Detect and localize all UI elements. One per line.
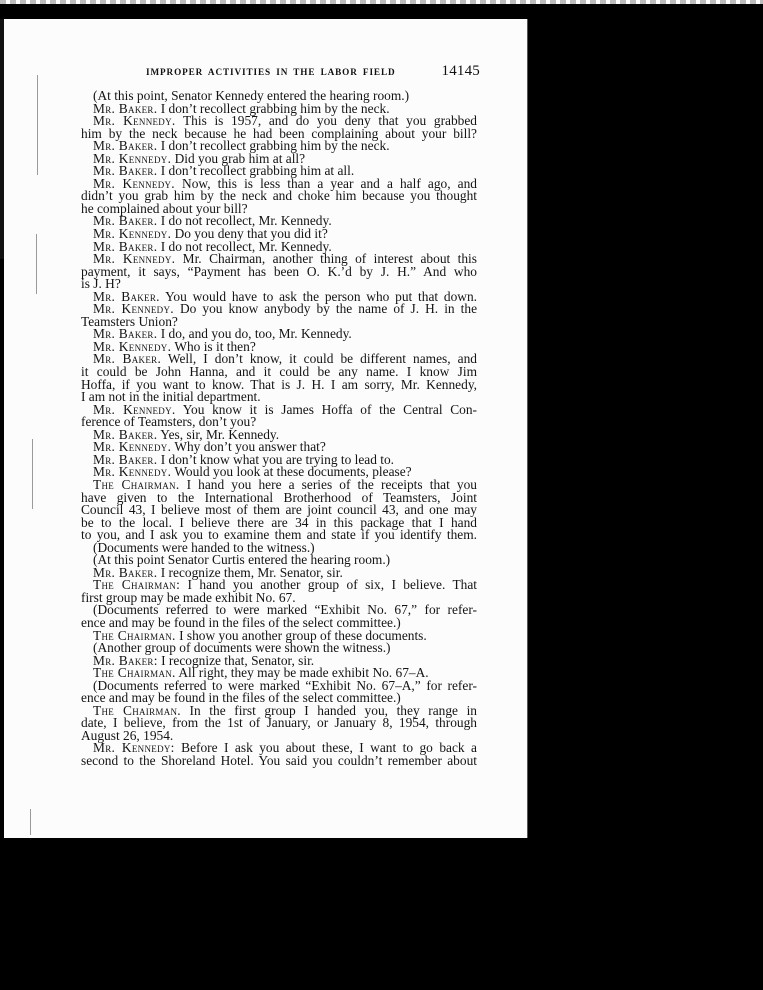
speaker-label: Mr. Baker. [93, 426, 158, 442]
line-text: Hoffa, if you want to know. That is J. H. I am sorry, Mr. Kennedy, [81, 376, 477, 392]
transcript-line [81, 752, 477, 768]
speaker-label: Mr. Kennedy. [93, 251, 176, 267]
line-text: (Documents were handed to the witness.) [93, 539, 315, 555]
line-text: I don’t recollect grabbing him by the neck. [157, 138, 390, 154]
line-text: Why don’t you answer that? [171, 439, 326, 455]
line-text: I hand you another group of six, I believe. That [180, 577, 478, 593]
speaker-label: Mr. Baker. [93, 451, 158, 467]
line-text: I do not recollect, Mr. Kennedy. [157, 238, 332, 254]
line-text: All right, they may be made exhibit No. 67–A. [175, 665, 429, 681]
line-text: payment, it says, “Payment has been O. K.’d by J. H.” And who [81, 263, 477, 279]
line-text: Before I ask you about these, I want to go back a [174, 740, 477, 756]
speaker-label: Mr. Baker. [93, 163, 158, 179]
line-text: it could be John Hanna, and it could be any name. I know Jim [81, 364, 477, 380]
speaker-label: Mr. Kennedy. [93, 301, 174, 317]
line-text: In the first group I handed you, they range in [180, 702, 477, 718]
line-text: ence and may be found in the files of the select committee.) [81, 690, 401, 706]
speaker-label: Mr. Baker. [93, 100, 158, 116]
running-head [146, 64, 480, 80]
speaker-label: Mr. Kennedy: [93, 740, 175, 756]
line-text: be to the local. I believe there are 34 in this package that I hand [81, 514, 477, 530]
speaker-label: Mr. Baker. [93, 351, 162, 367]
line-text: I don’t recollect grabbing him by the neck. [157, 100, 390, 116]
page-number: 14145 [441, 63, 480, 79]
line-text: Mr. Chairman, another thing of interest about this [175, 251, 477, 267]
line-text: have given to the International Brotherhood of Teamsters, Joint [81, 489, 477, 505]
line-text: ence and may be found in the files of the select committee.) [81, 614, 401, 630]
line-text: first group may be made exhibit No. 67. [81, 589, 296, 605]
line-text: I recognize that, Senator, sir. [157, 652, 315, 668]
margin-mark [37, 75, 38, 175]
speaker-label: Mr. Baker. [93, 564, 158, 580]
line-text: Council 43, I believe most of them are joint council 43, and one may [81, 502, 477, 518]
speaker-label: Mr. Kennedy. [93, 464, 172, 480]
line-text: I recognize them, Mr. Senator, sir. [157, 564, 343, 580]
line-text: second to the Shoreland Hotel. You said you couldn’t remember about [81, 752, 477, 768]
speaker-label: Mr. Kennedy. [93, 439, 172, 455]
running-title: IMPROPER ACTIVITIES IN THE LABOR FIELD [146, 67, 396, 77]
speaker-label: Mr. Kennedy. [93, 338, 172, 354]
line-text: I don’t recollect grabbing him at all. [157, 163, 355, 179]
line-text: ference of Teamsters, don’t you? [81, 414, 257, 430]
line-text: he complained about your bill? [81, 200, 248, 216]
line-text: Well, I don’t know, it could be different names, and [161, 351, 477, 367]
speaker-label: Mr. Kennedy. [93, 401, 176, 417]
speaker-label: Mr. Baker. [93, 288, 160, 304]
line-text: You would have to ask the person who put that down. [159, 288, 477, 304]
line-text: (Documents referred to were marked “Exhibit No. 67,” for refer- [93, 602, 477, 618]
speaker-label: Mr. Baker. [93, 238, 158, 254]
line-text: Teamsters Union? [81, 313, 178, 329]
speaker-label: Mr. Baker. [93, 326, 158, 342]
speaker-label: Mr. Baker. [93, 138, 158, 154]
line-text: Now, this is less than a year and a half ago, and [174, 175, 477, 191]
line-text: didn’t you grab him by the neck and choke him because you thought [81, 188, 477, 204]
speaker-label: The Chairman. [93, 665, 176, 681]
transcript-line [81, 263, 477, 279]
speaker-label: Mr. Baker: [93, 652, 158, 668]
margin-mark [30, 809, 31, 835]
transcript-body [81, 90, 477, 768]
line-text: Would you look at these documents, please? [171, 464, 412, 480]
line-text: This is 1957, and do you deny that you grabbed [175, 113, 478, 129]
line-text: I don’t know what you are trying to lead to. [157, 451, 395, 467]
line-text: Did you grab him at all? [171, 150, 306, 166]
line-text: Do you deny that you did it? [171, 226, 328, 242]
speaker-label: The Chairman: [93, 577, 181, 593]
speaker-label: The Chairman. [93, 627, 176, 643]
line-text: August 26, 1954. [81, 727, 174, 743]
line-text: Who is it then? [171, 338, 256, 354]
speaker-label: Mr. Kennedy. [93, 113, 176, 129]
line-text: I am not in the initial department. [81, 389, 261, 405]
line-text: You know it is James Hoffa of the Central Con- [175, 401, 478, 417]
speaker-label: Mr. Kennedy. [93, 226, 172, 242]
speaker-label: The Chairman. [93, 702, 181, 718]
line-text: I do not recollect, Mr. Kennedy. [157, 213, 332, 229]
speaker-label: Mr. Kennedy. [93, 175, 175, 191]
line-text: I hand you here a series of the receipts that you [179, 476, 477, 492]
line-text: to you, and I ask you to examine them and state if you identify them. [81, 527, 477, 543]
speaker-label: Mr. Kennedy. [93, 150, 172, 166]
line-text: I show you another group of these documents. [175, 627, 427, 643]
line-text: him by the neck because he had been complaining about your bill? [81, 125, 477, 141]
line-text: Do you know anybody by the name of J. H. in the [173, 301, 478, 317]
scan-top-edge [0, 0, 763, 4]
line-text: is J. H? [81, 276, 121, 292]
line-text: (Another group of documents were shown the witness.) [93, 640, 391, 656]
line-text: (At this point Senator Curtis entered the hearing room.) [93, 552, 391, 568]
margin-mark [36, 234, 37, 294]
margin-mark [32, 439, 33, 509]
line-text: I do, and you do, too, Mr. Kennedy. [157, 326, 352, 342]
speaker-label: Mr. Baker. [93, 213, 158, 229]
speaker-label: The Chairman. [93, 476, 180, 492]
line-text: date, I believe, from the 1st of January, or January 8, 1954, through [81, 715, 477, 731]
line-text: (Documents referred to were marked “Exhibit No. 67–A,” for refer- [93, 677, 477, 693]
line-text: (At this point, Senator Kennedy entered the hearing room.) [93, 88, 410, 103]
line-text: Yes, sir, Mr. Kennedy. [157, 426, 280, 442]
